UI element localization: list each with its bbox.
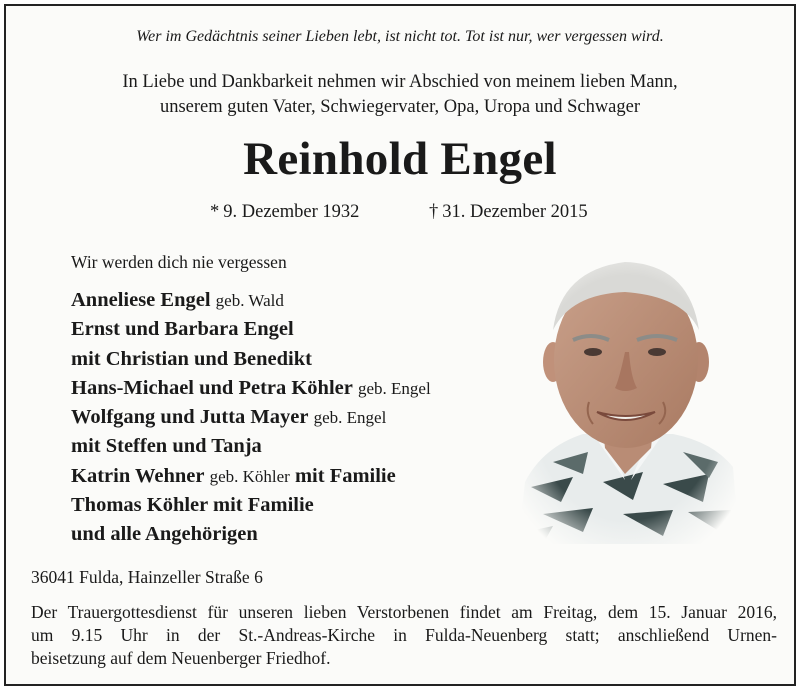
- birth-symbol: *: [210, 202, 220, 222]
- mourner-entry: [71, 491, 431, 520]
- mourner-birth-name: geb. Köhler: [209, 466, 290, 486]
- mourner-entry: [71, 432, 431, 461]
- mourner-name: und alle Angehörigen: [71, 523, 258, 546]
- mourner-entry: [71, 403, 431, 432]
- mourner-extra: mit Familie: [294, 464, 396, 487]
- mourner-entry: [71, 520, 431, 549]
- mourner-name: mit Steffen und Tanja: [71, 435, 262, 458]
- mourner-birth-name: geb. Engel: [313, 408, 387, 428]
- mourner-birth-name: geb. Engel: [357, 378, 431, 398]
- mourners-list: [71, 286, 431, 550]
- mourner-name: Ernst und Barbara Engel: [71, 318, 294, 341]
- mourner-name: Thomas Köhler mit Familie: [71, 494, 314, 517]
- service-line: um 9.15 Uhr in der St.-Andreas-Kirche in Fulda-Neuenberg statt; anschließend Urnen-: [31, 625, 777, 645]
- death-date-text: 31. Dezember 2015: [442, 202, 588, 222]
- death-date: [429, 202, 588, 223]
- birth-date: [210, 202, 359, 223]
- intro-text: [6, 70, 794, 120]
- mourner-name: Katrin Wehner: [71, 464, 205, 487]
- service-line: beisetzung auf dem Neuenberger Friedhof.: [31, 648, 331, 668]
- death-symbol: †: [429, 202, 439, 222]
- service-line: Der Trauergottesdienst für unseren lieben Verstorbenen findet am Freitag, dem 15. Januar 2016,: [31, 602, 777, 622]
- never-forget-line: Wir werden dich nie vergessen: [71, 252, 287, 272]
- mourner-entry: [71, 462, 431, 491]
- mourner-name: Anneliese Engel: [71, 289, 211, 311]
- mourner-name: mit Christian und Benedikt: [71, 347, 312, 370]
- deceased-name: Reinhold Engel: [243, 133, 557, 185]
- intro-line: unserem guten Vater, Schwiegervater, Opa, Uropa und Schwager: [159, 97, 641, 117]
- portrait-photo: [513, 252, 741, 544]
- address: 36041 Fulda, Hainzeller Straße 6: [31, 567, 263, 587]
- intro-line: In Liebe und Dankbarkeit nehmen wir Abschied von meinem lieben Mann,: [122, 72, 678, 92]
- mourner-entry: [71, 286, 431, 315]
- mourner-name: Hans-Michael und Petra Köhler: [71, 376, 353, 399]
- mourner-entry: [71, 315, 431, 344]
- mourner-entry: [71, 374, 431, 403]
- service-notice: [31, 601, 777, 670]
- obituary-notice: [4, 4, 796, 686]
- motto: Wer im Gedächtnis seiner Lieben lebt, ist nicht tot. Tot ist nur, wer vergessen wird.: [136, 28, 664, 45]
- mourner-entry: [71, 345, 431, 374]
- mourner-birth-name: geb. Wald: [215, 291, 284, 310]
- mourner-name: Wolfgang und Jutta Mayer: [71, 406, 309, 429]
- birth-date-text: 9. Dezember 1932: [223, 202, 360, 222]
